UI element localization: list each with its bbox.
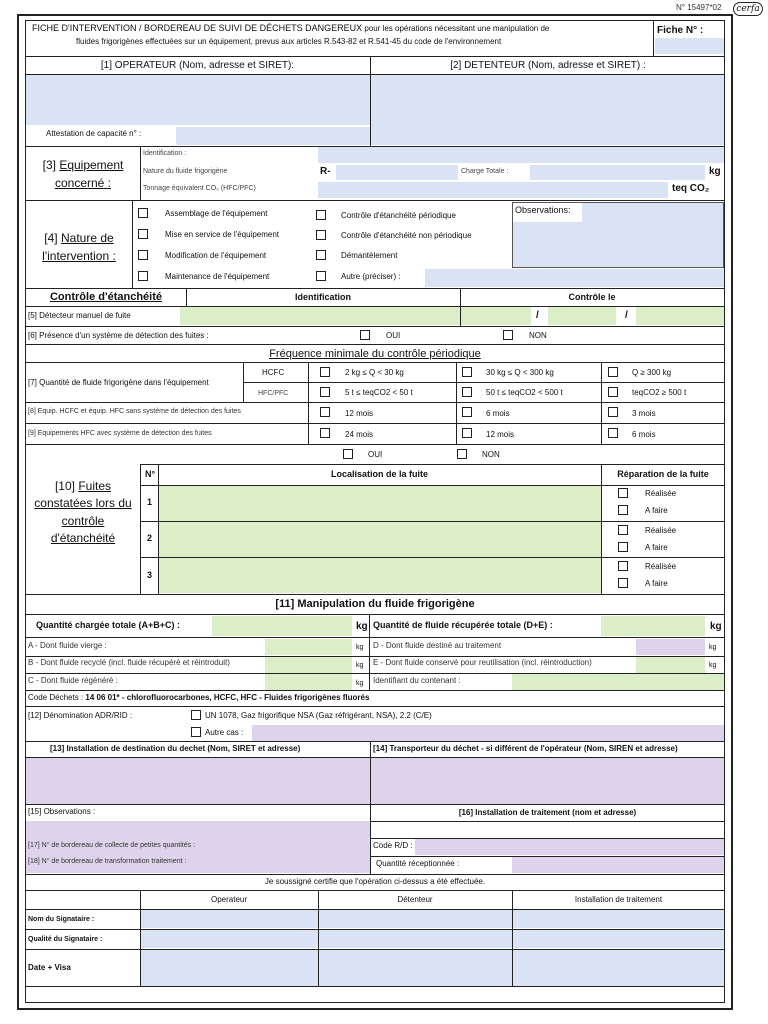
checkbox-autre-cas[interactable]: [191, 727, 201, 737]
hfc-range-3: teqCO2 ≥ 500 t: [632, 388, 687, 397]
observations-field[interactable]: [513, 222, 723, 267]
autre-cas-label: Autre cas :: [205, 728, 244, 737]
observations-label: Observations:: [515, 205, 571, 215]
leaks-section-label: [10] Fuites constatées lors du contrôle d'étanchéité: [34, 479, 132, 546]
fluid-handling-title: [11] Manipulation du fluide frigorigène: [275, 598, 475, 610]
checkbox-hfc-2[interactable]: [462, 387, 472, 397]
total-charge-label: Charge Totale :: [461, 168, 509, 175]
form-title-line2: fluides frigorigènes effectuées sur un équipement, prevus aux articles R.543-82 et R.541-45 du code de l'environnement: [76, 37, 502, 46]
installation-date-visa[interactable]: [513, 950, 724, 986]
destination-field[interactable]: [26, 758, 370, 804]
container-id-field[interactable]: [512, 674, 724, 690]
signature-col-operateur: Operateur: [210, 895, 248, 904]
recycled-fluid-field[interactable]: [265, 657, 352, 673]
leak-row-3-number: 3: [147, 570, 153, 580]
reuse-fluid-label: E - Dont fluide conservé pour reutilisation (incl. réintroduction): [373, 658, 592, 667]
total-recovered-kg: kg: [710, 621, 722, 632]
identification-header: Identification: [295, 292, 351, 302]
un1078-option: UN 1078, Gaz frigorifique NSA (Gaz réfrigérant, NSA), 2.2 (C/E): [205, 711, 432, 720]
total-recovered-field[interactable]: [601, 616, 705, 636]
operator-signatory-name[interactable]: [141, 910, 318, 928]
checkbox-detection-oui[interactable]: [360, 330, 370, 340]
checkbox-leak-non[interactable]: [457, 449, 467, 459]
operator-date-visa[interactable]: [141, 950, 318, 986]
hfc-range-1: 5 t ≤ teqCO2 < 50 t: [345, 388, 413, 397]
certification-text: Je soussigné certifie que l'opération ci-dessus a été effectuée.: [264, 877, 486, 886]
leak-non-label: NON: [482, 450, 500, 459]
checkbox-leak-oui[interactable]: [343, 449, 353, 459]
leak-3-afaire: A faire: [645, 579, 668, 588]
collection-slip-label: [17] N° de bordereau de collecte de petites quantités :: [28, 842, 196, 849]
autre-cas-field[interactable]: [252, 725, 724, 741]
checkbox-leak-1-afaire[interactable]: [618, 505, 628, 515]
code-rd-label: Code R/D :: [373, 841, 413, 850]
treatment-installation-label: [16] Installation de traitement (nom et adresse): [458, 808, 637, 817]
recycled-fluid-label: B - Dont fluide recyclé (incl. fluide récupéré et réintroduit): [28, 658, 230, 667]
checkbox-hfc-3[interactable]: [608, 387, 618, 397]
identification-label: Identification :: [143, 150, 187, 157]
received-quantity-label: Quantité réceptionnée :: [376, 859, 460, 868]
freq-24-mois: 24 mois: [345, 430, 374, 439]
checkbox-autre[interactable]: [316, 271, 326, 281]
virgin-fluid-field[interactable]: [265, 639, 352, 655]
waste-code: Code Déchets : 14 06 01* - chlorofluorocarbones, HCFC, HFC - Fluides frigorigènes fluorés: [28, 693, 370, 702]
leak-control-title: Contrôle d'étanchéité: [49, 291, 163, 303]
reuse-fluid-field[interactable]: [636, 657, 705, 673]
checkbox-controle-non-periodique[interactable]: [316, 230, 326, 240]
operator-signatory-quality[interactable]: [141, 930, 318, 948]
fiche-number-label: Fiche N° :: [657, 25, 704, 36]
checkbox-leak-1-realisee[interactable]: [618, 488, 628, 498]
detection-oui-label: OUI: [386, 331, 401, 340]
autre-preciser-field[interactable]: [425, 269, 724, 287]
hcfc-range-1: 2 kg ≤ Q < 30 kg: [345, 368, 404, 377]
option-assemblage: Assemblage de l'équipement: [165, 209, 268, 218]
virgin-kg: kg: [356, 644, 364, 651]
freq-12-mois-b: 12 mois: [486, 430, 515, 439]
checkbox-assemblage[interactable]: [138, 208, 148, 218]
tonnage-label: Tonnage équivalent CO₂ (HFC/PFC): [143, 185, 256, 192]
freq-6-mois: 6 mois: [486, 409, 510, 418]
manual-detector-label: [5] Détecteur manuel de fuite: [28, 311, 131, 320]
tonnage-field[interactable]: [318, 182, 668, 198]
leak-1-afaire: A faire: [645, 506, 668, 515]
checkbox-leak-3-realisee[interactable]: [618, 561, 628, 571]
treatment-kg: kg: [709, 644, 717, 651]
reuse-kg: kg: [709, 662, 717, 669]
r-prefix: R-: [320, 166, 331, 177]
checkbox-freq-6m[interactable]: [462, 407, 472, 417]
freq-12-mois: 12 mois: [345, 409, 374, 418]
leak-location-header: Localisation de la fuite: [330, 469, 429, 479]
hcfc-range-2: 30 kg ≤ Q < 300 kg: [486, 368, 554, 377]
manual-detector-id-field[interactable]: [180, 307, 460, 325]
treatment-fluid-label: D - Dont fluide destiné au traitement: [373, 641, 502, 650]
checkbox-leak-2-afaire[interactable]: [618, 542, 628, 552]
option-maintenance: Maintenance de l'équipement: [165, 272, 270, 281]
operator-label: [1] OPERATEUR (Nom, adresse et SIRET):: [100, 60, 295, 71]
freq-no-detection-label: [8] Equip. HCFC et équip. HFC sans système de détection des fuites: [28, 408, 241, 415]
holder-signatory-name[interactable]: [319, 910, 512, 928]
leak-row-1-number: 1: [147, 497, 153, 507]
regenerated-kg: kg: [356, 680, 364, 687]
detection-non-label: NON: [529, 331, 547, 340]
checkbox-detection-non[interactable]: [503, 330, 513, 340]
form-reference: N° 15497*02: [676, 3, 722, 12]
holder-date-visa[interactable]: [319, 950, 512, 986]
fluid-quantity-label: [7] Quantité de fluide frigorigène dans l'équipement: [28, 378, 209, 387]
hfcpfc-label: HFC/PFC: [258, 390, 289, 397]
option-controle-periodique: Contrôle d'étanchéité périodique: [341, 211, 456, 220]
observations-15-label: [15] Observations :: [28, 807, 96, 816]
total-charged-label: Quantité chargée totale (A+B+C) :: [36, 620, 181, 630]
identification-field[interactable]: [318, 147, 724, 163]
total-charged-kg: kg: [356, 621, 368, 632]
hcfc-range-3: Q ≥ 300 kg: [632, 368, 672, 377]
checkbox-leak-2-realisee[interactable]: [618, 525, 628, 535]
leak-1-realisee: Réalisée: [645, 489, 677, 498]
equipment-section-label: [3] Equipement concerné :: [42, 158, 124, 190]
fluid-nature-label: Nature du fluide frigorigène: [143, 168, 228, 175]
adr-label: [12] Dénomination ADR/RID :: [28, 711, 133, 720]
control-day-field[interactable]: [461, 307, 531, 325]
leak-3-realisee: Réalisée: [645, 562, 677, 571]
date-visa-label: Date + Visa: [28, 963, 71, 972]
checkbox-freq-24m[interactable]: [320, 428, 330, 438]
option-controle-non-periodique: Contrôle d'étanchéité non périodique: [341, 231, 472, 240]
checkbox-freq-12m[interactable]: [320, 407, 330, 417]
recycled-kg: kg: [356, 662, 364, 669]
checkbox-hfc-1[interactable]: [320, 387, 330, 397]
checkbox-hcfc-3[interactable]: [608, 367, 618, 377]
detection-system-label: [6] Présence d'un système de détection des fuites :: [28, 331, 209, 340]
option-mise-en-service: Mise en service de l'équipement: [165, 230, 280, 239]
code-rd-field[interactable]: [415, 839, 724, 855]
transporter-label: [14] Transporteur du déchet - si différent de l'opérateur (Nom, SIREN et adresse): [373, 744, 678, 753]
leak-row-2-number: 2: [147, 533, 153, 543]
transformation-slip-label: [18] N° de bordereau de transformation traitement :: [28, 858, 187, 865]
option-autre: Autre (préciser) :: [341, 272, 401, 281]
holder-label: [2] DETENTEUR (Nom, adresse et SIRET) :: [450, 60, 646, 71]
option-modification: Modification de l'équipement: [165, 251, 267, 260]
checkbox-mise-en-service[interactable]: [138, 229, 148, 239]
leak-repair-header: Réparation de la fuite: [617, 469, 709, 479]
observations-field-top[interactable]: [582, 203, 723, 222]
received-quantity-field[interactable]: [512, 857, 724, 873]
teq-unit: teq CO₂: [672, 183, 710, 194]
checkbox-modification[interactable]: [138, 250, 148, 260]
intervention-section-label: [4] Nature de l'intervention :: [42, 231, 116, 263]
leak-2-realisee: Réalisée: [645, 526, 677, 535]
hfc-range-2: 50 t ≤ teqCO2 < 500 t: [486, 388, 563, 397]
date-slash-1: /: [536, 310, 539, 321]
checkbox-freq-6m-b[interactable]: [608, 428, 618, 438]
regenerated-fluid-field[interactable]: [265, 674, 352, 690]
control-month-field[interactable]: [548, 307, 616, 325]
attestation-field[interactable]: [176, 127, 370, 145]
checkbox-freq-3m[interactable]: [608, 407, 618, 417]
freq-3-mois: 3 mois: [632, 409, 656, 418]
freq-6-mois-b: 6 mois: [632, 430, 656, 439]
freq-with-detection-label: [9] Equipements HFC avec système de détection des fuites: [28, 430, 212, 437]
option-demantelement: Démantèlement: [341, 251, 398, 260]
checkbox-controle-periodique[interactable]: [316, 210, 326, 220]
checkbox-demantelement[interactable]: [316, 250, 326, 260]
installation-signatory-quality[interactable]: [513, 930, 724, 948]
regenerated-fluid-label: C - Dont fluide régénéré :: [28, 676, 118, 685]
leak-2-afaire: A faire: [645, 543, 668, 552]
virgin-fluid-label: A - Dont fluide vierge :: [28, 641, 107, 650]
signatory-name-label: Nom du Signataire :: [28, 916, 95, 923]
checkbox-hcfc-2[interactable]: [462, 367, 472, 377]
attestation-label: Attestation de capacité n° :: [46, 129, 142, 138]
transporter-field[interactable]: [371, 758, 724, 804]
fiche-number-field[interactable]: [655, 38, 724, 54]
checkbox-freq-12m-b[interactable]: [462, 428, 472, 438]
container-id-label: Identifiant du contenant :: [373, 676, 461, 685]
control-year-field[interactable]: [636, 307, 724, 325]
leak-oui-label: OUI: [368, 450, 383, 459]
holder-field[interactable]: [371, 75, 724, 145]
operator-field[interactable]: [26, 75, 370, 125]
signature-col-installation: Installation de traitement: [574, 895, 663, 904]
fluid-nature-field[interactable]: [336, 165, 458, 180]
total-charge-field[interactable]: [530, 165, 705, 180]
total-charged-field[interactable]: [212, 616, 352, 636]
installation-signatory-name[interactable]: [513, 910, 724, 928]
checkbox-un1078[interactable]: [191, 710, 201, 720]
frequency-title: Fréquence minimale du contrôle périodique: [269, 348, 481, 360]
treatment-fluid-field[interactable]: [636, 639, 705, 655]
leak-row-2-location[interactable]: [159, 522, 601, 557]
hcfc-label: HCFC: [262, 368, 285, 377]
holder-signatory-quality[interactable]: [319, 930, 512, 948]
cerfa-logo: cerfa: [733, 2, 763, 16]
date-slash-2: /: [625, 310, 628, 321]
leak-n-header: N°: [145, 469, 156, 479]
signatory-quality-label: Qualité du Signataire :: [28, 936, 103, 943]
controle-le-header: Contrôle le: [568, 292, 616, 302]
checkbox-hcfc-1[interactable]: [320, 367, 330, 377]
kg-unit: kg: [709, 166, 721, 177]
checkbox-leak-3-afaire[interactable]: [618, 578, 628, 588]
total-recovered-label: Quantité de fluide récupérée totale (D+E) :: [373, 620, 553, 630]
signature-col-detenteur: Détenteur: [397, 895, 433, 904]
leak-row-3-location[interactable]: [159, 558, 601, 593]
destination-label: [13] Installation de destination du dechet (Nom, SIRET et adresse): [50, 744, 301, 753]
leak-row-1-location[interactable]: [159, 486, 601, 521]
checkbox-maintenance[interactable]: [138, 271, 148, 281]
form-title: FICHE D'INTERVENTION / BORDEREAU DE SUIVI DE DÉCHETS DANGEREUX pour les opérations nécessitant une manipulation de: [32, 23, 550, 33]
